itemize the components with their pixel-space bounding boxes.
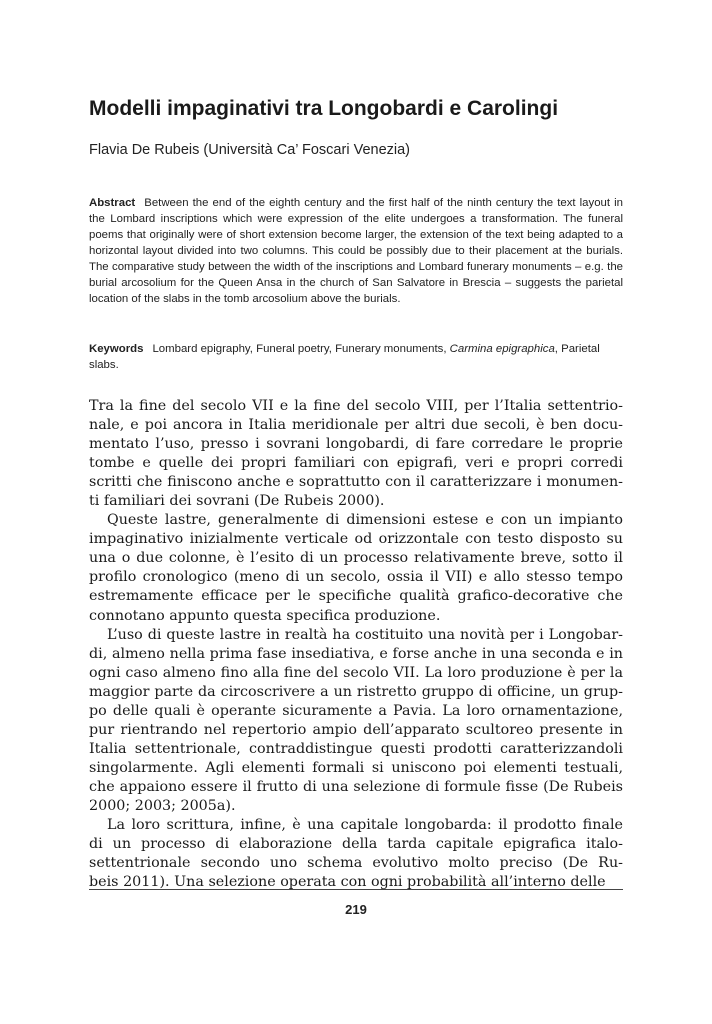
text-line: L’uso di queste lastre in realtà ha costituito una novità per i Longobar- (107, 626, 623, 643)
keyword-item: Carmina epigraphica (449, 343, 555, 355)
text-line: di un processo di elaborazione della tarda capitale epigrafica italo- (89, 836, 623, 853)
keyword-separator: , (328, 343, 336, 355)
text-line: connotano appunto questa specifica produzione. (89, 607, 441, 624)
text-line: Tra la fine del secolo VII e la fine del secolo VIII, per l’Italia settentrio- (89, 398, 623, 414)
body-paragraph (89, 511, 623, 625)
text-line: una o due colonne, è l’esito di un processo relativamente breve, sotto il (89, 550, 623, 567)
text-line: profilo cronologico (meno di un secolo, ossia il VII) e allo stesso tempo (89, 569, 623, 586)
text-line: po delle quali è operante sicuramente a Pavia. La loro ornamentazione, (89, 702, 623, 719)
footer-rule (89, 889, 623, 890)
abstract-label: Abstract (89, 197, 136, 209)
text-line: nale, e poi ancora in Italia meridionale per altri due secoli, è ben docu- (89, 417, 623, 434)
text-line: tombe e quelle dei propri familiari con epigrafi, veri e propri corredi (89, 455, 623, 472)
keyword-item: Parietal slabs. (89, 343, 600, 371)
keyword-item: Lombard epigraphy (152, 343, 250, 355)
author-affiliation: Flavia De Rubeis (Università Ca’ Foscari Venezia) (89, 142, 410, 158)
abstract-text: Between the end of the eighth century and the first half of the ninth century the text layout in the Lombard inscriptions which were expression of the elite undergoes a transformation. The funeral poems that originally were of short extension become larger, the extension of the text being adapted to a horizontal layout divided into two columns. This could be possibly due to their placement at the burials. The comparative study between the width of the inscriptions and Lombard funerary monuments – e.g. the burial arcosolium for the Queen Ansa in the church of San Salvatore in Brescia – suggests the parietal location of the slabs in the tomb arcosolium above the burials. (89, 197, 623, 305)
text-line: maggior parte da circoscrivere a un ristretto gruppo di officine, un grup- (89, 683, 623, 700)
text-line: che appaiono essere il frutto di una selezione di formule fisse (De Rubeis (89, 778, 623, 795)
text-line: mentato l’uso, presso i sovrani longobardi, di fare corredare le proprie (89, 436, 623, 453)
text-line: beis 2011). Una selezione operata con ogni probabilità all’interno delle (89, 874, 606, 891)
keywords (89, 341, 623, 373)
page-number: 219 (345, 902, 367, 917)
abstract (89, 195, 623, 307)
body-paragraph (89, 397, 623, 511)
text-line: scritti che finiscono anche e soprattutto con il caratterizzare i monumen- (89, 474, 623, 491)
text-line: settentrionale secondo uno schema evolutivo molto preciso (De Ru- (89, 855, 623, 872)
text-line: Queste lastre, generalmente di dimensioni estese e con un impianto (107, 512, 623, 529)
keyword-separator: , (554, 343, 562, 355)
keyword-item: Funerary monuments (335, 343, 444, 355)
text-line: pur rientrando nel repertorio ampio dell’apparato scultoreo presente in (89, 721, 623, 738)
body-paragraph (89, 626, 623, 816)
text-line: ti familiari dei sovrani (De Rubeis 2000). (89, 493, 385, 510)
text-line: estremamente efficace per le specifiche qualità grafico-decorative che (89, 588, 623, 605)
keyword-item: Funeral poetry (256, 343, 329, 355)
text-line: 2000; 2003; 2005a). (89, 797, 236, 814)
text-line: di, almeno nella prima fase insediativa, e forse anche in una seconda e in (89, 645, 623, 662)
keyword-separator: , (249, 343, 257, 355)
text-line: Italia settentrionale, contraddistingue questi prodotti caratterizzandoli (89, 740, 623, 757)
keyword-separator: , (443, 343, 450, 355)
text-line: impaginativo inizialmente verticale od orizzontale con testo disposto su (89, 531, 623, 548)
text-line: singolarmente. Agli elementi formali si uniscono poi elementi testuali, (89, 759, 623, 776)
body-text (89, 397, 623, 892)
text-line: ogni caso almeno fino alla fine del secolo VII. La loro produzione è per la (89, 664, 623, 681)
text-line: La loro scrittura, infine, è una capitale longobarda: il prodotto finale (107, 817, 623, 834)
keywords-label: Keywords (89, 343, 144, 355)
body-paragraph (89, 816, 623, 892)
paper-title: Modelli impaginativi tra Longobardi e Carolingi (89, 97, 559, 120)
